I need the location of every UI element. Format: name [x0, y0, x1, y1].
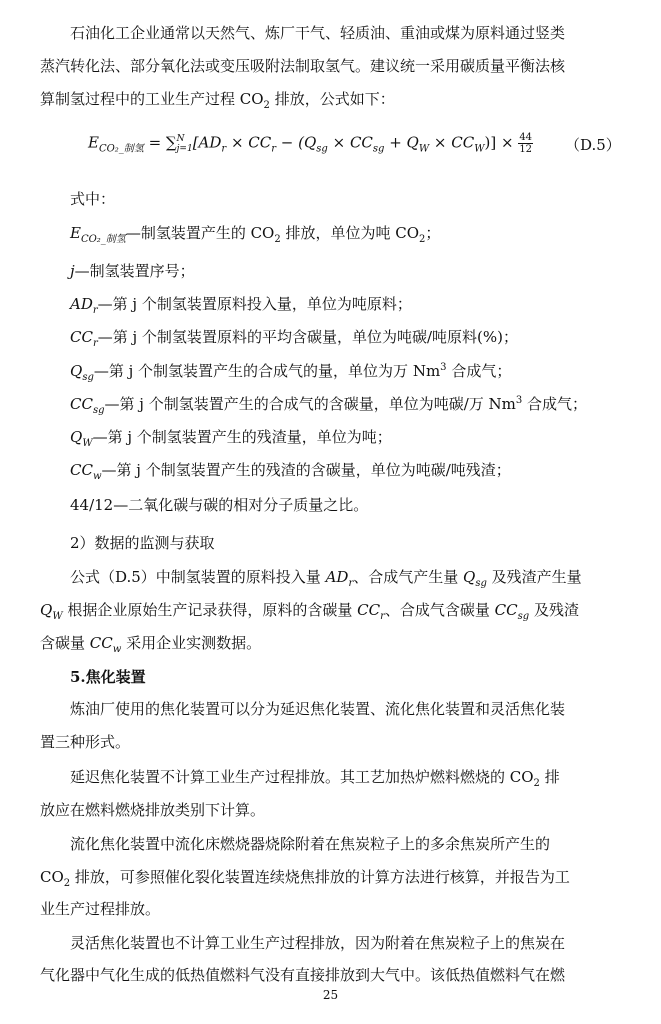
section-heading: 5.焦化装置: [70, 668, 146, 686]
text-run: 采用企业实测数据。: [121, 634, 262, 652]
symbol: Q: [463, 568, 476, 586]
formula-subscript: r: [271, 143, 277, 155]
def-text: —第 j 个制氢装置产生的残渣的含碳量，单位为吨碳/吨残渣；: [101, 461, 511, 479]
text-run: 、合成气产生量: [353, 568, 463, 586]
formula-term: × CC: [226, 133, 272, 152]
paragraph-line: 气化器中气化生成的低热值燃料气没有直接排放到大气中。该低热值燃料气在燃: [40, 966, 566, 984]
def-text: 排放，单位为吨 CO: [280, 224, 420, 242]
def-text: ；: [425, 224, 441, 242]
defs-intro: 式中：: [70, 190, 116, 208]
def-symbol: j: [70, 262, 75, 280]
definition-line: [70, 426, 392, 447]
symbol: CC: [89, 634, 113, 652]
def-subscript: sg: [82, 372, 94, 383]
text-run: 根据企业原始生产记录获得，原料的含碳量: [62, 601, 358, 619]
paragraph-line: 流化焦化装置中流化床燃烧器烧除附着在焦炭粒子上的多余焦炭所产生的: [70, 835, 551, 853]
fraction-denominator: 12: [519, 144, 533, 155]
paragraph-line: [40, 599, 579, 620]
paragraph-line: 放应在燃料燃烧排放类别下计算。: [40, 801, 266, 819]
def-symbol: CC: [70, 461, 93, 479]
subscript: 2: [63, 878, 71, 889]
def-superscript: 3: [515, 395, 523, 406]
def-text: —制氢装置序号；: [74, 262, 195, 280]
definition-line: [70, 222, 440, 243]
text-run: 、合成气含碳量: [384, 601, 495, 619]
text-run: 算制氢过程中的工业生产过程 CO: [40, 90, 264, 108]
symbol: AD: [325, 568, 349, 586]
def-symbol: Q: [70, 362, 83, 380]
def-symbol: Q: [70, 428, 83, 446]
text-run: 排: [539, 768, 560, 786]
definition-line: [70, 260, 195, 281]
text-run: 排放，公式如下：: [269, 90, 395, 108]
text-run: 及残渣产生量: [486, 568, 582, 586]
text-run: 公式（D.5）中制氢装置的原料投入量: [70, 568, 326, 586]
def-text: —第 j 个制氢装置产生的合成气的含碳量，单位为吨碳/万 Nm: [104, 395, 516, 413]
def-subscript: w: [92, 471, 102, 482]
definition-line: [70, 293, 412, 314]
formula-term: )] ×: [484, 133, 514, 152]
subscript: 2: [533, 778, 540, 789]
text-run: 延迟焦化装置不计算工业生产过程排放。其工艺加热炉燃料燃烧的 CO: [70, 768, 534, 786]
formula-subscript: W: [474, 143, 485, 155]
def-symbol: E: [70, 224, 81, 242]
def-superscript: 3: [440, 362, 447, 373]
def-subscript: 2: [274, 234, 281, 245]
paragraph-line: [40, 632, 261, 653]
fraction-numerator: 44: [519, 132, 533, 143]
paragraph-line: 灵活焦化装置也不计算工业生产过程排放，因为附着在焦炭粒子上的焦炭在: [70, 934, 566, 952]
subscript: W: [52, 611, 63, 622]
paragraph-line: [70, 766, 560, 787]
def-text: 合成气；: [446, 362, 512, 380]
def-symbol: CC: [70, 395, 93, 413]
symbol: CC: [494, 601, 518, 619]
formula-symbol: E: [88, 133, 99, 152]
equation-number: （D.5）: [565, 136, 621, 154]
formula-subscript: r: [221, 143, 227, 155]
formula-term: − (Q: [276, 133, 317, 152]
def-subscript: W: [82, 438, 93, 449]
formula-sup: N: [176, 133, 185, 144]
formula-term: × CC: [327, 133, 373, 152]
text-run: CO: [40, 868, 64, 886]
formula-term: [AD: [192, 133, 222, 152]
formula-subscript: W: [418, 143, 430, 155]
formula-subscript: sg: [372, 143, 385, 155]
formula-fraction: [518, 132, 533, 155]
section-heading: 2）数据的监测与获取: [70, 534, 215, 552]
page-number: 25: [322, 988, 339, 1002]
definition-line: [70, 459, 511, 480]
paragraph-line: 置三种形式。: [40, 733, 131, 751]
paragraph-line: [70, 566, 582, 587]
formula-d5: [88, 132, 533, 155]
text-run: 排放，可参照催化裂化装置连续烧焦排放的计算方法进行核算，并报告为工: [70, 868, 570, 886]
def-text: —第 j 个制氢装置原料的平均含碳量，单位为吨碳/吨原料(%)；: [97, 328, 518, 346]
paragraph-line: [40, 866, 570, 887]
definition-line: 44/12—二氧化碳与碳的相对分子质量之比。: [70, 496, 369, 514]
def-text: —第 j 个制氢装置原料投入量，单位为吨原料；: [97, 295, 412, 313]
def-text: 合成气；: [522, 395, 588, 413]
def-subscript: r: [92, 305, 98, 316]
def-subscript: 2: [419, 234, 426, 245]
subscript: sg: [475, 578, 487, 589]
def-text: —制氢装置产生的 CO: [125, 224, 275, 242]
definition-line: [70, 326, 518, 347]
text-run: 及残渣: [529, 601, 579, 619]
symbol: Q: [40, 601, 53, 619]
paragraph-line: 石油化工企业通常以天然气、炼厂干气、轻质油、重油或煤为原料通过竖类: [70, 24, 566, 42]
definition-line: [70, 393, 587, 414]
formula-sub: j=1: [176, 143, 193, 154]
formula-subscript: sg: [316, 143, 328, 155]
def-text: —第 j 个制氢装置产生的合成气的量，单位为万 Nm: [93, 362, 441, 380]
def-subscript: r: [92, 338, 98, 349]
def-symbol: AD: [70, 295, 93, 313]
subscript: r: [348, 578, 354, 589]
paragraph-line: 炼油厂使用的焦化装置可以分为延迟焦化装置、流化焦化装置和灵活焦化装: [70, 700, 566, 718]
formula-term: × CC: [429, 133, 475, 152]
def-text: —第 j 个制氢装置产生的残渣量，单位为吨；: [92, 428, 392, 446]
subscript: sg: [517, 611, 530, 622]
text-run: 含碳量: [40, 634, 90, 652]
def-subscript: CO₂_制氢: [80, 234, 126, 245]
def-symbol: CC: [70, 328, 93, 346]
paragraph-line: 蒸汽转化法、部分氧化法或变压吸附法制取氢气。建议统一采用碳质量平衡法核: [40, 57, 566, 75]
definition-line: [70, 360, 511, 381]
subscript: 2: [263, 100, 270, 111]
subscript: r: [380, 611, 385, 622]
paragraph-line: 业生产过程排放。: [40, 900, 161, 918]
formula-sum: = ∑: [143, 133, 177, 152]
formula-subscript: CO₂_制氢: [98, 143, 144, 155]
def-subscript: sg: [92, 405, 105, 416]
symbol: CC: [357, 601, 381, 619]
formula-term: + Q: [384, 133, 419, 152]
paragraph-line: [40, 88, 395, 109]
subscript: w: [112, 644, 122, 655]
